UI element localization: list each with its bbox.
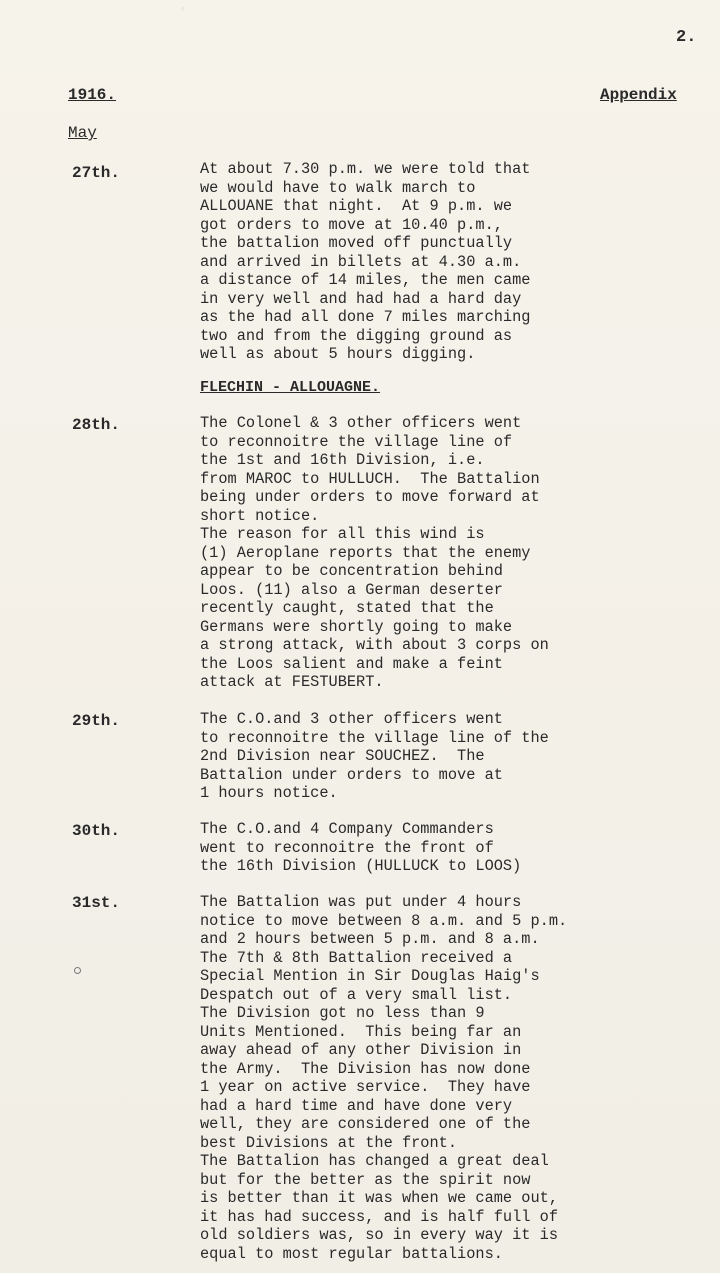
entry-line: away ahead of any other Division in — [200, 1041, 522, 1059]
entry-line: we would have to walk march to — [200, 178, 476, 197]
entry-line: The Division got no less than 9 — [200, 1004, 485, 1022]
entry-line: Despatch out of a very small list. — [200, 985, 513, 1004]
appendix-heading: Appendix — [600, 86, 677, 104]
entry-line: 2nd Division near SOUCHEZ. The — [200, 747, 485, 765]
entry-line: (1) Aeroplane reports that the enemy — [200, 543, 531, 562]
location-heading: FLECHIN - ALLOUAGNE. — [200, 379, 381, 396]
entry-line: best Divisions at the front. — [200, 1133, 458, 1152]
entry-text-30th — [200, 820, 670, 876]
entry-line: short notice. — [200, 506, 320, 525]
entry-line: old soldiers was, so in every way it is — [200, 1226, 559, 1244]
entry-line: well, they are considered one of the — [200, 1115, 531, 1133]
faint-stamp-mark: ▫ — [180, 5, 187, 16]
entry-line: The 7th & 8th Battalion received a — [200, 948, 513, 967]
entry-line: but for the better as the spirit now — [200, 1170, 531, 1189]
entry-line: The Battalion has changed a great deal — [200, 1152, 549, 1170]
entry-line: The Colonel & 3 other officers went — [200, 414, 522, 432]
page-number: 2. — [676, 28, 697, 47]
entry-text-31st — [200, 893, 670, 1263]
entry-line: the 1st and 16th Division, i.e. — [200, 451, 485, 469]
entry-line: Battalion under orders to move at — [200, 765, 503, 784]
entry-date-28th: 28th. — [72, 416, 121, 434]
entry-line: The C.O.and 4 Company Commanders — [200, 820, 494, 838]
entry-line: 1 hours notice. — [200, 784, 338, 802]
entry-date-30th: 30th. — [72, 822, 121, 840]
entry-line: being under orders to move forward at — [200, 488, 540, 506]
entry-line: as the had all done 7 miles marching — [200, 308, 531, 326]
entry-line: ALLOUANE that night. At 9 p.m. we — [200, 197, 513, 215]
year-heading: 1916. — [68, 86, 117, 104]
entry-line: in very well and had had a hard day — [200, 289, 522, 308]
entry-line: The Battalion was put under 4 hours — [200, 893, 522, 911]
entry-line: a strong attack, with about 3 corps on — [200, 636, 549, 654]
entry-date-27th: 27th. — [72, 164, 121, 182]
entry-line: 1 year on active service. They have — [200, 1078, 531, 1096]
entry-line: had a hard time and have done very — [200, 1096, 513, 1115]
entry-date-31st: 31st. — [72, 894, 121, 912]
entry-line: to reconnoitre the village line of — [200, 432, 513, 451]
entry-text-28th — [200, 414, 670, 692]
entry-line: two and from the digging ground as — [200, 326, 513, 345]
entry-line: Germans were shortly going to make — [200, 617, 513, 636]
entry-line: The reason for all this wind is — [200, 525, 485, 543]
entry-text-29th — [200, 710, 670, 803]
entry-line: got orders to move at 10.40 p.m., — [200, 215, 503, 234]
ink-speck — [74, 967, 81, 974]
entry-line: At about 7.30 p.m. we were told that — [200, 160, 531, 178]
entry-line: attack at FESTUBERT. — [200, 673, 384, 691]
entry-line: and 2 hours between 5 p.m. and 8 a.m. — [200, 930, 540, 948]
entry-line: equal to most regular battalions. — [200, 1244, 503, 1263]
month-heading: May — [68, 124, 97, 142]
entry-date-29th: 29th. — [72, 712, 121, 730]
entry-line: recently caught, stated that the — [200, 599, 494, 617]
entry-line: well as about 5 hours digging. — [200, 345, 476, 363]
entry-line: it has had success, and is half full of — [200, 1207, 559, 1226]
entry-line: a distance of 14 miles, the men came — [200, 271, 531, 289]
entry-line: the Army. The Division has now done — [200, 1059, 531, 1078]
entry-line: went to reconnoitre the front of — [200, 838, 494, 857]
entry-line: the 16th Division (HULLUCK to LOOS) — [200, 857, 522, 875]
entry-line: Units Mentioned. This being far an — [200, 1022, 522, 1041]
entry-line: the battalion moved off punctually — [200, 234, 513, 252]
entry-text-27th — [200, 160, 670, 364]
entry-line: to reconnoitre the village line of the — [200, 728, 549, 747]
entry-line: the Loos salient and make a feint — [200, 654, 503, 673]
entry-line: Special Mention in Sir Douglas Haig's — [200, 967, 540, 985]
entry-line: appear to be concentration behind — [200, 562, 503, 580]
entry-line: from MAROC to HULLUCH. The Battalion — [200, 469, 540, 488]
entry-line: Loos. (11) also a German deserter — [200, 580, 503, 599]
entry-line: notice to move between 8 a.m. and 5 p.m. — [200, 911, 568, 930]
entry-line: The C.O.and 3 other officers went — [200, 710, 503, 728]
entry-line: and arrived in billets at 4.30 a.m. — [200, 252, 522, 271]
entry-line: is better than it was when we came out, — [200, 1189, 559, 1207]
